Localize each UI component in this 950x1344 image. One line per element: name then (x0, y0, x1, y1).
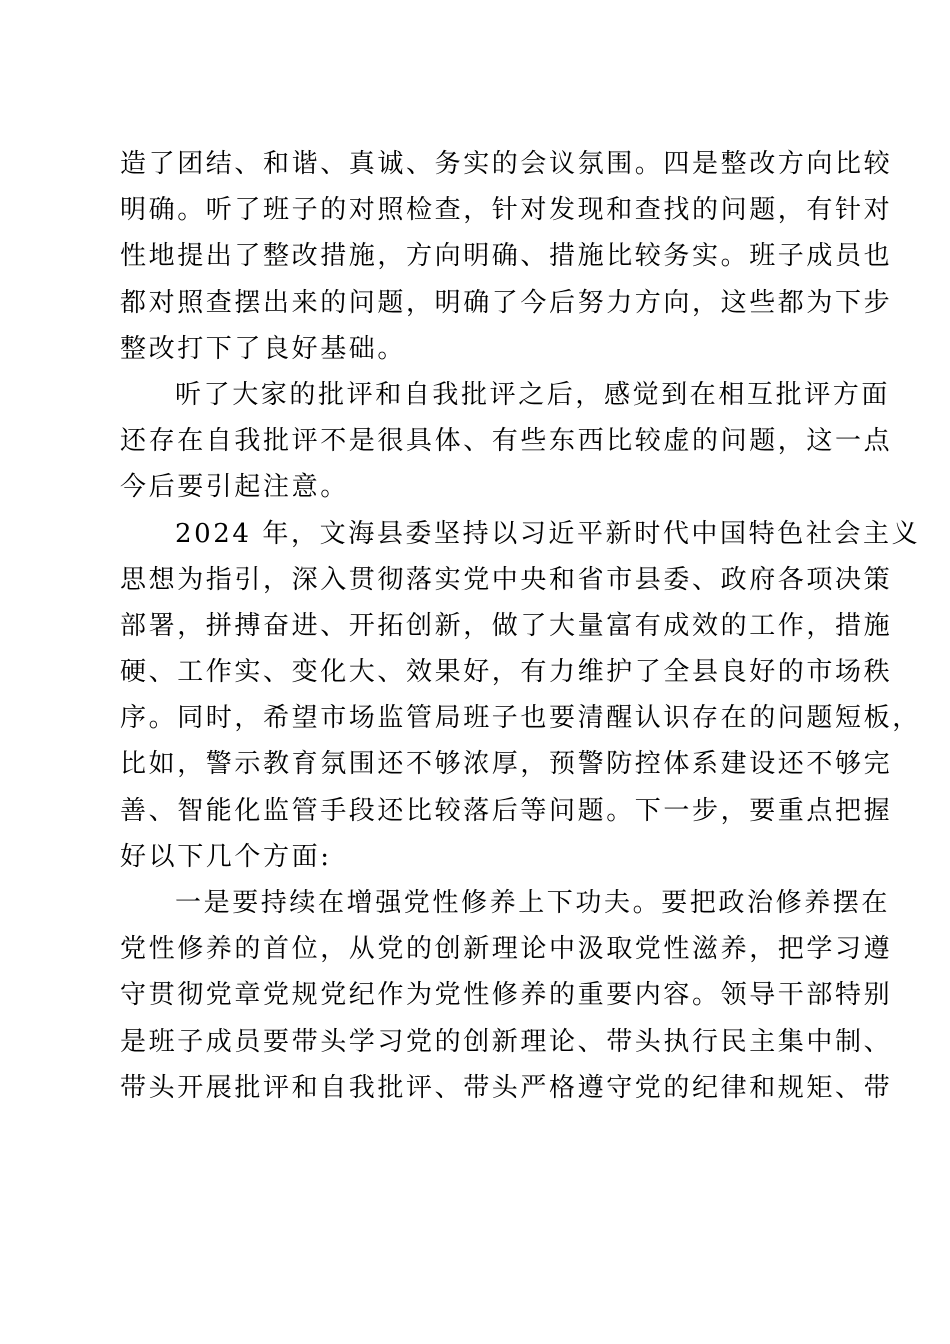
text-line: 今后要引起注意。 (120, 472, 349, 503)
body-text (120, 141, 921, 1111)
text-line: 明确。听了班子的对照检查，针对发现和查找的问题，有针对 (120, 195, 893, 226)
text-line: 序。同时，希望市场监管局班子也要清醒认识存在的问题短板， (120, 703, 921, 734)
text-line: 带头开展批评和自我批评、带头严格遵守党的纪律和规矩、带 (120, 1072, 893, 1103)
text-line: 整改打下了良好基础。 (120, 333, 407, 364)
text-line: 硬、工作实、变化大、效果好，有力维护了全县良好的市场秩 (120, 657, 893, 688)
text-line: 比如，警示教育氛围还不够浓厚，预警防控体系建设还不够完 (120, 749, 893, 780)
text-line: 还存在自我批评不是很具体、有些东西比较虚的问题，这一点 (120, 426, 893, 457)
paragraph-first-line: 听了大家的批评和自我批评之后，感觉到在相互批评方面 (175, 379, 891, 410)
text-line: 是班子成员要带头学习党的创新理论、带头执行民主集中制、 (120, 1026, 893, 1057)
text-line: 造了团结、和谐、真诚、务实的会议氛围。四是整改方向比较 (120, 149, 893, 179)
text-line: 党性修养的首位，从党的创新理论中汲取党性滋养，把学习遵 (120, 934, 893, 965)
paragraph-first-line: 一是要持续在增强党性修养上下功夫。要把政治修养摆在 (175, 888, 891, 918)
paragraph-first-line: 2024 年，文海县委坚持以习近平新时代中国特色社会主义 (175, 518, 921, 549)
text-line: 性地提出了整改措施，方向明确、措施比较务实。班子成员也 (120, 241, 893, 272)
text-line: 善、智能化监管手段还比较落后等问题。下一步，要重点把握 (120, 795, 893, 826)
text-line: 思想为指引，深入贯彻落实党中央和省市县委、政府各项决策 (120, 564, 893, 595)
text-line: 好以下几个方面: (120, 841, 332, 872)
text-line: 守贯彻党章党规党纪作为党性修养的重要内容。领导干部特别 (120, 980, 893, 1011)
text-line: 部署，拼搏奋进、开拓创新，做了大量富有成效的工作，措施 (120, 610, 893, 641)
text-line: 都对照查摆出来的问题，明确了今后努力方向，这些都为下步 (120, 287, 893, 318)
